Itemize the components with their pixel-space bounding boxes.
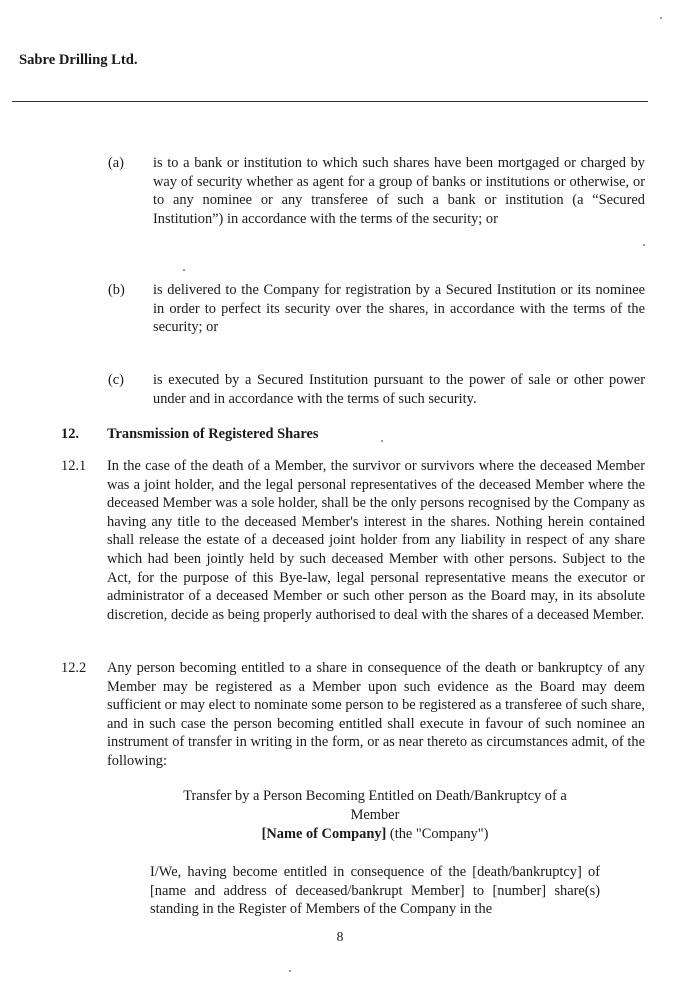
form-company-name: [Name of Company] [261, 826, 387, 842]
form-body-text: I/We, having become entitled in consequence of the [death/bankruptcy] of [name and address of deceased/bankrupt Member] to [number] share(s) standing in the Register of Members of the Company in the [150, 864, 600, 918]
section-title: Transmission of Registered Shares [107, 426, 319, 442]
item-label-b: (b) [108, 282, 125, 298]
form-title-line1: Transfer by a Person Becoming Entitled on Death/Bankruptcy of a [183, 788, 567, 804]
clause-number-12-2: 12.2 [61, 660, 87, 676]
item-label-c: (c) [108, 372, 124, 388]
page-number: 8 [336, 929, 344, 944]
scan-speck [183, 269, 185, 271]
form-title-line2: Member [350, 807, 400, 823]
company-name-header: Sabre Drilling Ltd. [19, 52, 138, 68]
form-company-defined-term: (the "Company") [386, 826, 489, 842]
scan-speck [660, 17, 662, 19]
scan-speck [643, 244, 645, 246]
item-text-a: is to a bank or institution to which such shares have been mortgaged or charged by way of security whether as agent for a group of banks or institutions or otherwise, or to any nominee or any transferee of such a bank or institution (a “Secured Institution”) in accordance with the terms of the security; or [153, 155, 645, 227]
item-text-b: is delivered to the Company for registration by a Secured Institution or its nominee in order to perfect its security over the shares, in accordance with the terms of the security; or [153, 282, 645, 336]
item-text-c: is executed by a Secured Institution pursuant to the power of sale or other power under and in accordance with the terms of such security. [153, 372, 645, 407]
item-label-a: (a) [108, 155, 124, 171]
clause-number-12-1: 12.1 [61, 458, 87, 474]
scan-speck [381, 440, 383, 442]
clause-text-12-1: In the case of the death of a Member, the survivor or survivors where the deceased Member was a joint holder, and the legal personal representatives of the deceased Member where the deceased Member was a sole holder, shall be the only persons recognised by the Company as having any title to the deceased Member's interest in the shares. Nothing herein contained shall release the estate of a deceased joint holder from any liability in respect of any share which had been jointly held by such deceased Member with other persons. Subject to the Act, for the purpose of this Bye-law, legal personal representative means the executor or administrator of a deceased Member or such other person as the Board may, in its absolute discretion, decide as being properly authorised to deal with the shares of a deceased Member. [107, 458, 645, 623]
scan-speck [289, 970, 291, 972]
form-company-line [150, 825, 600, 844]
header-rule [12, 101, 648, 102]
section-number: 12. [61, 426, 79, 442]
clause-text-12-2: Any person becoming entitled to a share in consequence of the death or bankruptcy of any Member may be registered as a Member upon such evidence as the Board may deem sufficient or may elect to nominate some person to be registered as a transferee of such share, and in such case the person becoming entitled shall execute in favour of such nominee an instrument of transfer in writing in the form, or as near thereto as circumstances admit, of the following: [107, 660, 645, 769]
